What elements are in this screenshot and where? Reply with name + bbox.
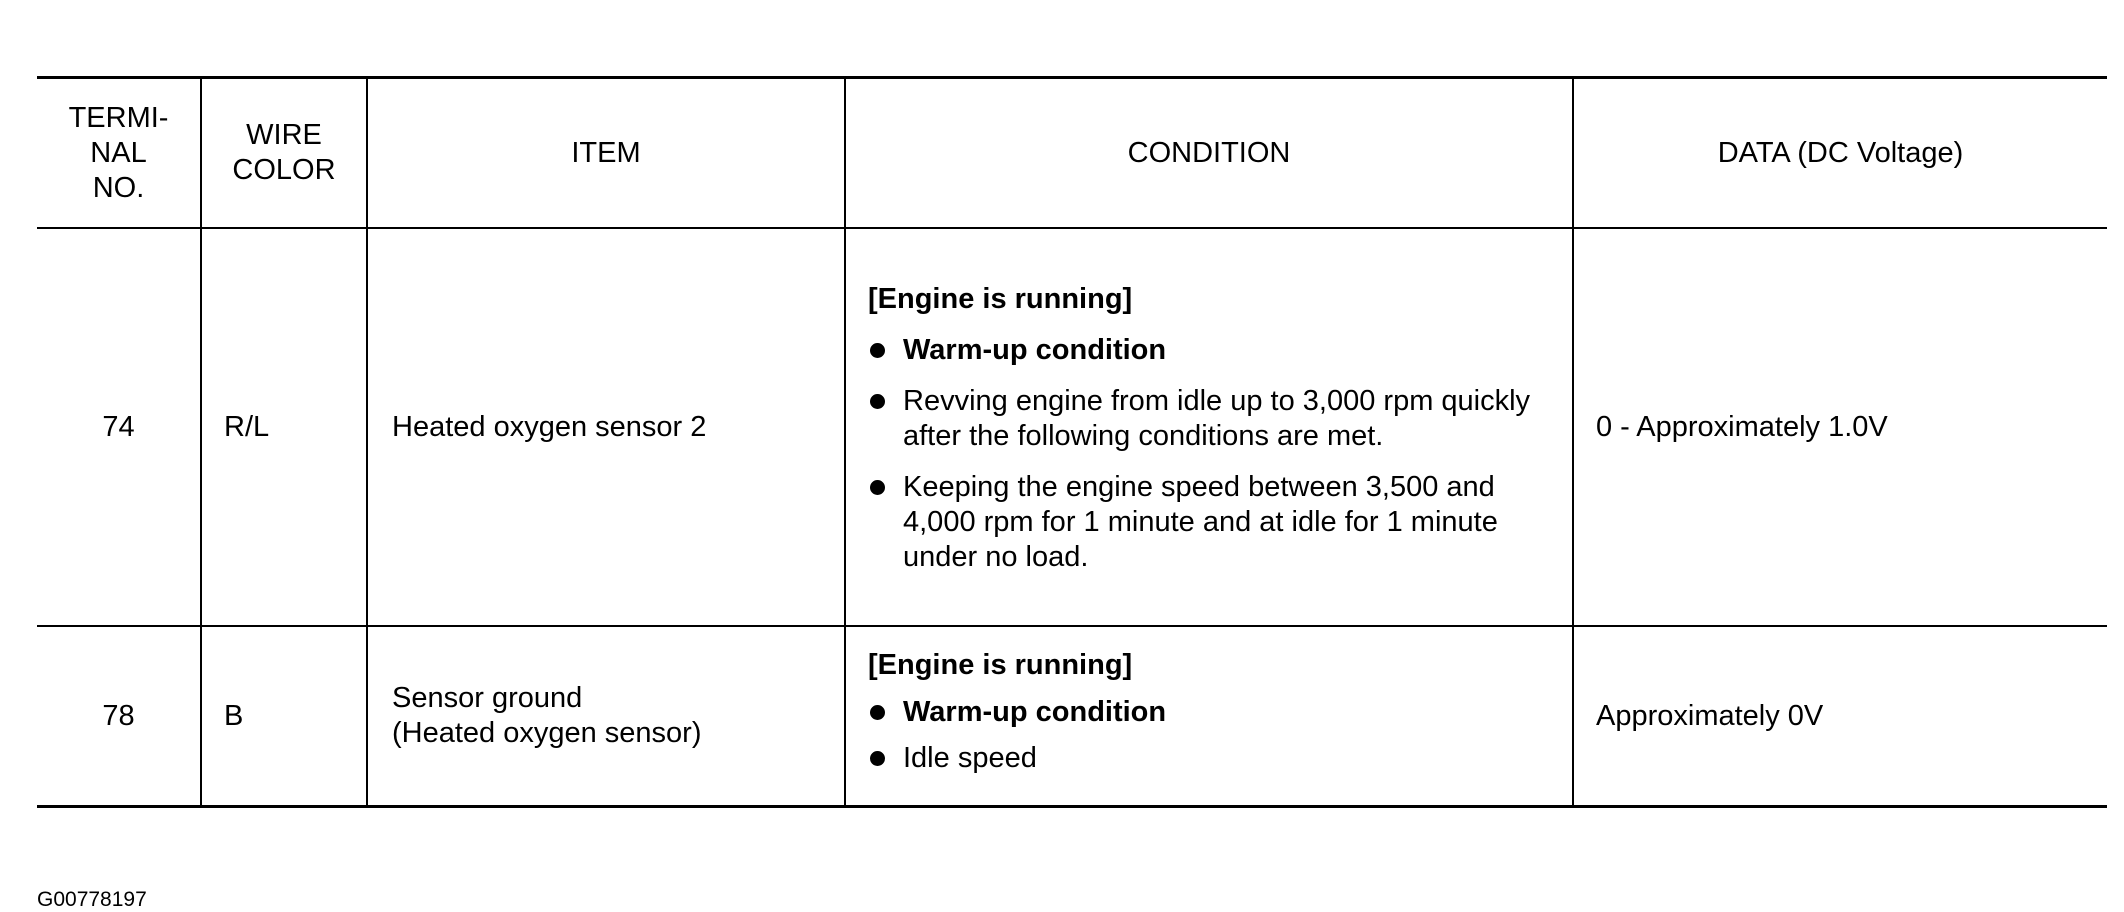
table-header bbox=[37, 78, 2107, 229]
header-terminal-no: TERMI- NAL NO. bbox=[37, 78, 201, 229]
header-condition: CONDITION bbox=[845, 78, 1573, 229]
condition-text: Revving engine from idle up to 3,000 rpm quickly after the following conditions are met. bbox=[903, 384, 1531, 452]
table-row bbox=[37, 228, 2107, 626]
bullet-icon bbox=[870, 343, 885, 358]
condition-text: Warm-up condition bbox=[903, 695, 1167, 728]
condition-item bbox=[868, 384, 1552, 454]
item-name bbox=[367, 228, 845, 626]
header-row bbox=[37, 78, 2107, 229]
condition-cell bbox=[845, 626, 1573, 807]
condition-cell bbox=[845, 228, 1573, 626]
header-data: DATA (DC Voltage) bbox=[1573, 78, 2107, 229]
condition-item bbox=[868, 695, 1552, 730]
condition-list bbox=[868, 695, 1552, 776]
terminal-data-sheet bbox=[37, 76, 2107, 911]
condition-heading: [Engine is running] bbox=[868, 282, 1133, 315]
figure-code: G00778197 bbox=[37, 888, 147, 911]
condition-heading: [Engine is running] bbox=[868, 648, 1133, 681]
bullet-icon bbox=[870, 480, 885, 495]
item-line: Sensor ground bbox=[392, 682, 583, 714]
item-line: (Heated oxygen sensor) bbox=[392, 717, 702, 749]
condition-text: Warm-up condition bbox=[903, 333, 1167, 366]
bullet-icon bbox=[870, 394, 885, 409]
terminal-number: 78 bbox=[37, 626, 201, 807]
condition-text: Idle speed bbox=[903, 741, 1037, 774]
condition-item bbox=[868, 470, 1552, 575]
wire-color: R/L bbox=[201, 228, 367, 626]
ecm-terminal-table bbox=[37, 76, 2107, 808]
condition-item bbox=[868, 333, 1552, 368]
condition-item bbox=[868, 741, 1552, 776]
item-line: Heated oxygen sensor 2 bbox=[392, 410, 707, 443]
data-value: Approximately 0V bbox=[1573, 626, 2107, 807]
bullet-icon bbox=[870, 705, 885, 720]
terminal-number: 74 bbox=[37, 228, 201, 626]
header-item: ITEM bbox=[367, 78, 845, 229]
wire-color: B bbox=[201, 626, 367, 807]
condition-list bbox=[868, 333, 1552, 575]
bullet-icon bbox=[870, 751, 885, 766]
table-row bbox=[37, 626, 2107, 807]
header-wire-color: WIRE COLOR bbox=[201, 78, 367, 229]
condition-text: Keeping the engine speed between 3,500 and 4,000 rpm for 1 minute and at idle for 1 minute under no load. bbox=[903, 470, 1498, 573]
data-value: 0 - Approximately 1.0V bbox=[1573, 228, 2107, 626]
item-name bbox=[367, 626, 845, 807]
